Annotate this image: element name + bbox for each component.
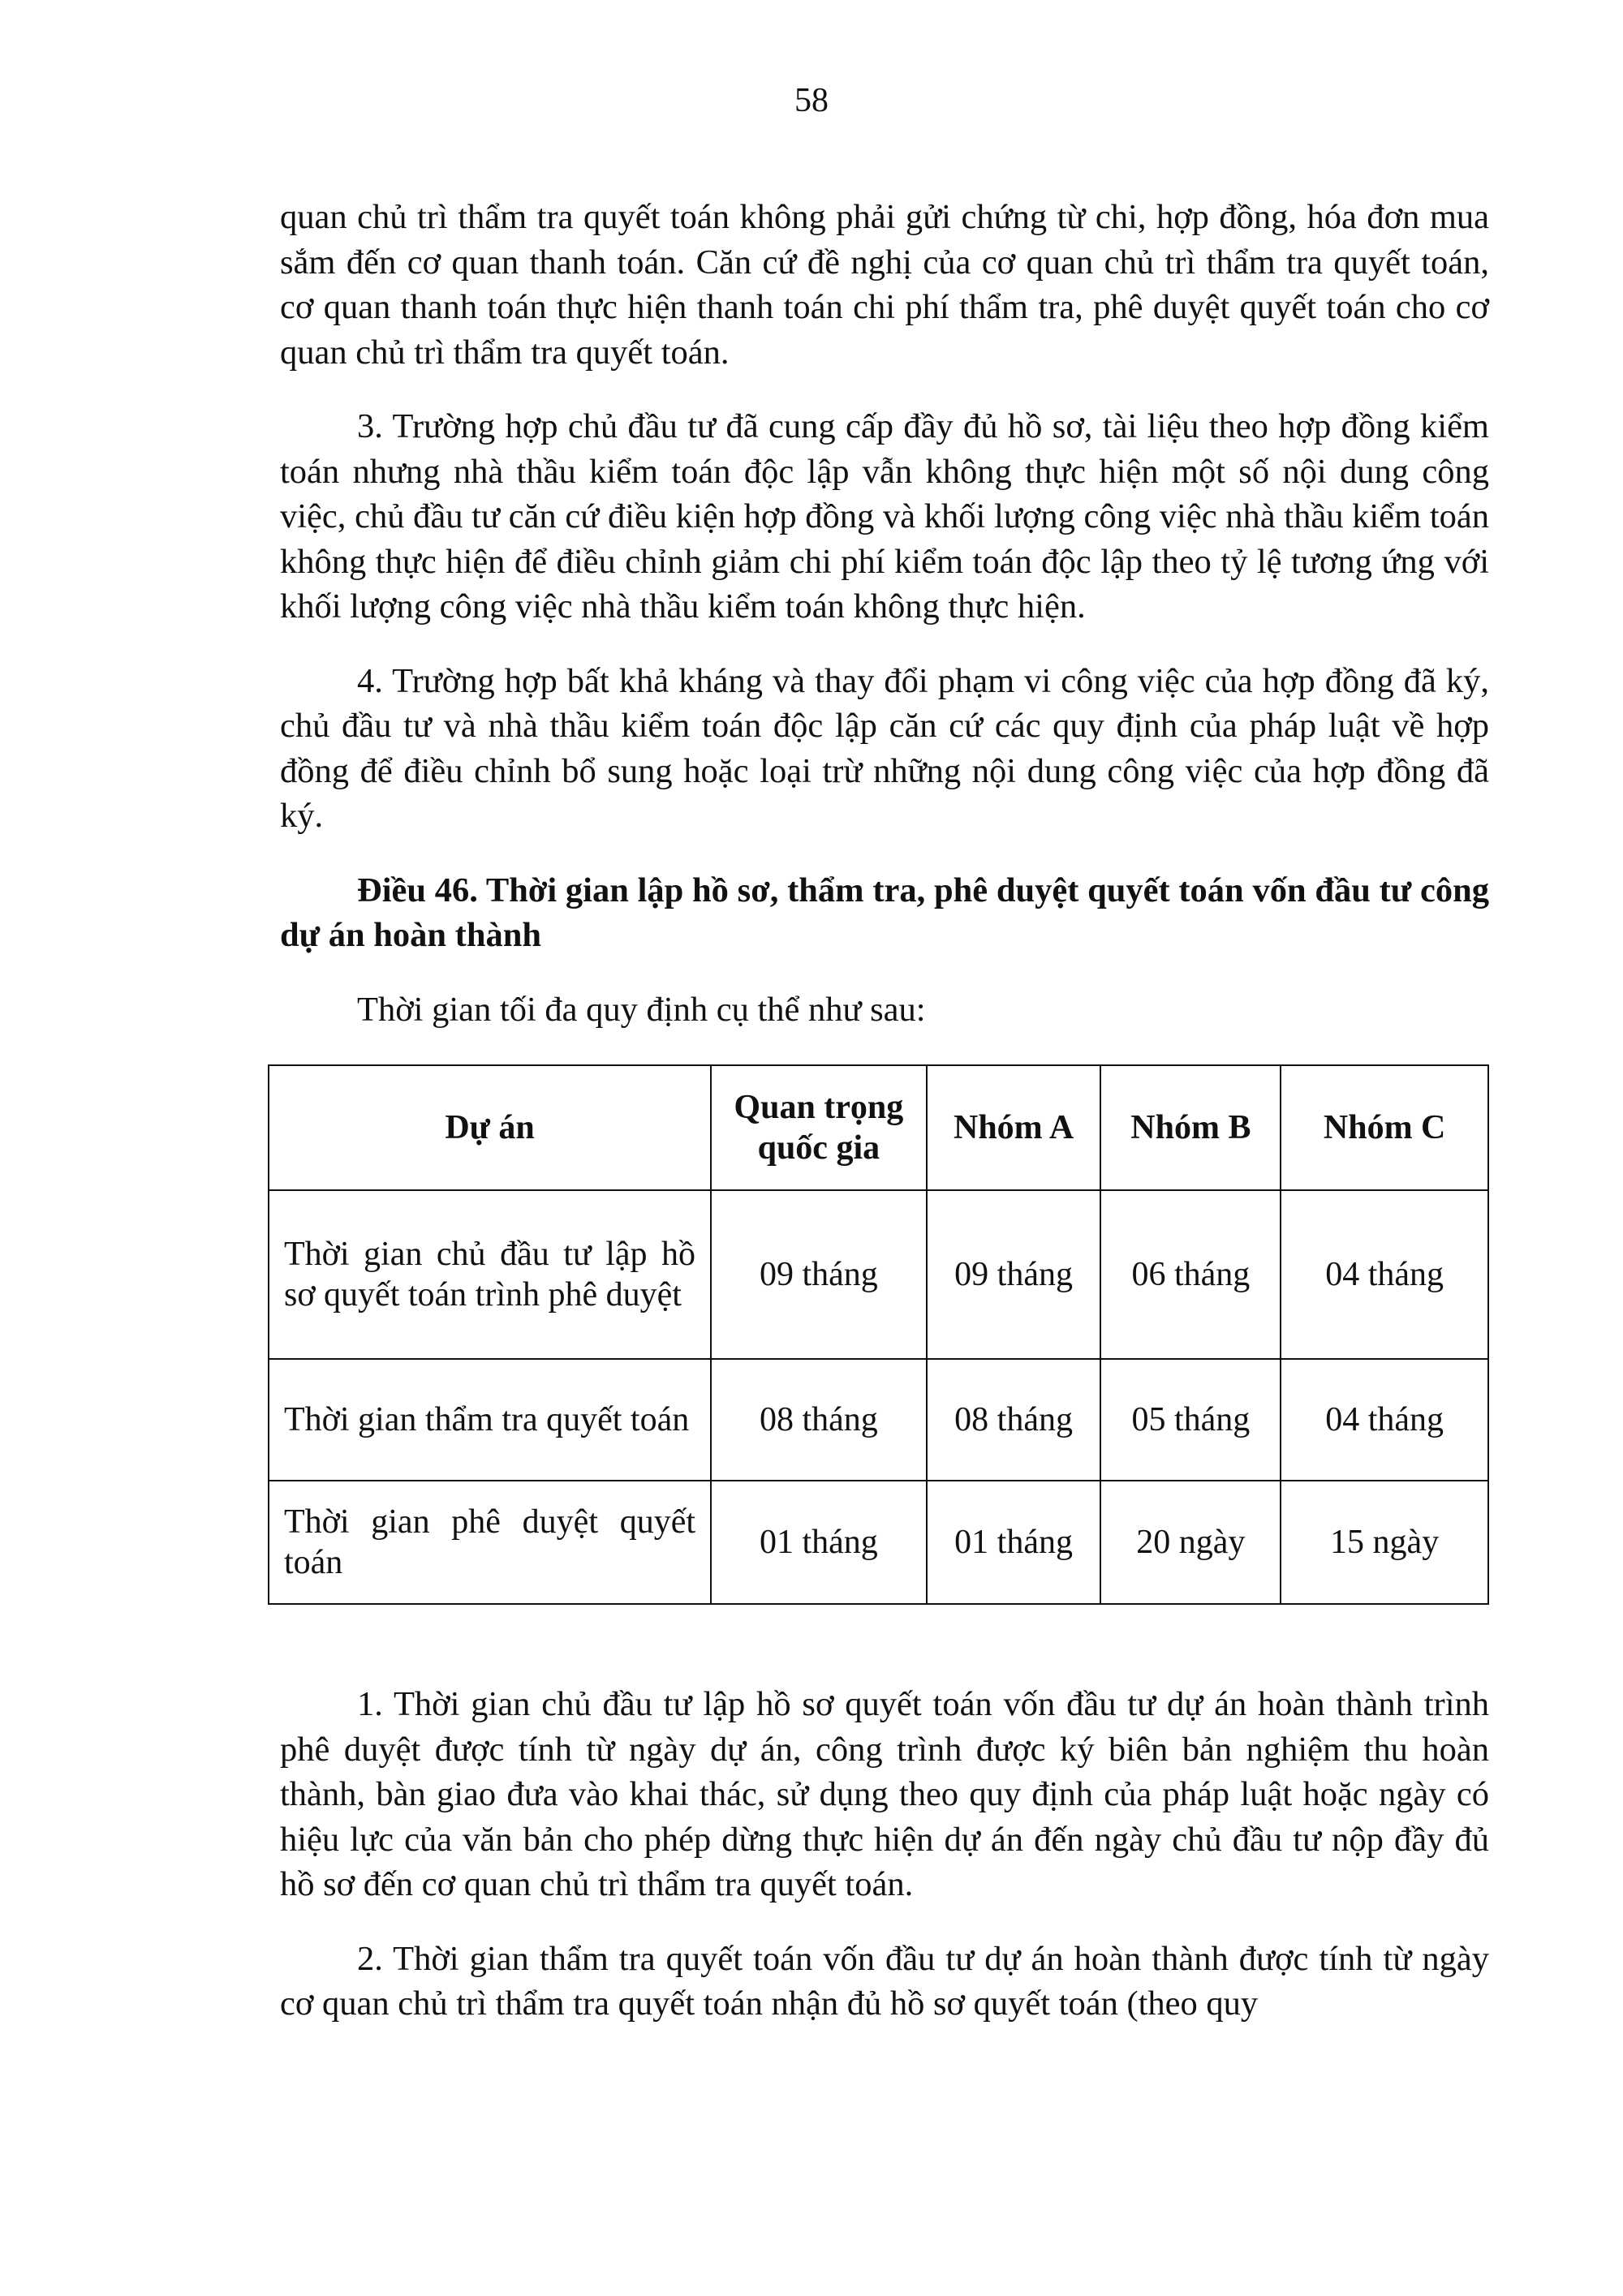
header-project: Dự án bbox=[269, 1065, 711, 1190]
table-row bbox=[269, 1481, 1488, 1604]
table-row bbox=[269, 1359, 1488, 1481]
header-group-c: Nhóm C bbox=[1281, 1065, 1488, 1190]
table-cell: 01 tháng bbox=[927, 1481, 1101, 1604]
paragraph-clause-4: 4. Trường hợp bất khả kháng và thay đổi phạm vi công việc của hợp đồng đã ký, chủ đầu tư và nhà thầu kiểm toán độc lập căn cứ các quy định của pháp luật về hợp đồng để điều chỉnh bổ sung hoặc loại trừ những nội dung công việc của hợp đồng đã ký. bbox=[280, 661, 1489, 835]
table-cell: 09 tháng bbox=[927, 1190, 1101, 1359]
table-cell: 08 tháng bbox=[711, 1359, 927, 1481]
table-cell: 04 tháng bbox=[1281, 1190, 1488, 1359]
article-46-heading: Điều 46. Thời gian lập hồ sơ, thẩm tra, phê duyệt quyết toán vốn đầu tư công dự án hoàn thành bbox=[280, 871, 1489, 954]
row-label: Thời gian thẩm tra quyết toán bbox=[269, 1359, 711, 1481]
table-header-row bbox=[269, 1065, 1488, 1190]
table-cell: 15 ngày bbox=[1281, 1481, 1488, 1604]
table-row bbox=[269, 1190, 1488, 1359]
header-group-b: Nhóm B bbox=[1100, 1065, 1281, 1190]
table-cell: 04 tháng bbox=[1281, 1359, 1488, 1481]
time-limit-table bbox=[268, 1064, 1489, 1605]
header-group-a: Nhóm A bbox=[927, 1065, 1101, 1190]
table-cell: 01 tháng bbox=[711, 1481, 927, 1604]
paragraph-item-2: 2. Thời gian thẩm tra quyết toán vốn đầu tư dự án hoàn thành được tính từ ngày cơ quan chủ trì thẩm tra quyết toán nhận đủ hồ sơ quyết toán (theo quy bbox=[280, 1939, 1489, 2023]
paragraph-clause-3: 3. Trường hợp chủ đầu tư đã cung cấp đầy đủ hồ sơ, tài liệu theo hợp đồng kiểm toán nhưng nhà thầu kiểm toán độc lập vẫn không thực hiện một số nội dung công việc, chủ đầu tư căn cứ điều kiện hợp đồng và khối lượng công việc nhà thầu kiểm toán không thực hiện để điều chỉnh giảm chi phí kiểm toán độc lập theo tỷ lệ tương ứng với khối lượng công việc nhà thầu kiểm toán không thực hiện. bbox=[280, 407, 1489, 626]
table-cell: 05 tháng bbox=[1100, 1359, 1281, 1481]
table-cell: 20 ngày bbox=[1100, 1481, 1281, 1604]
article-46-lead: Thời gian tối đa quy định cụ thể như sau: bbox=[357, 990, 926, 1029]
table-cell: 08 tháng bbox=[927, 1359, 1101, 1481]
table-cell: 06 tháng bbox=[1100, 1190, 1281, 1359]
row-label: Thời gian phê duyệt quyết toán bbox=[269, 1481, 711, 1604]
paragraph-item-1: 1. Thời gian chủ đầu tư lập hồ sơ quyết toán vốn đầu tư dự án hoàn thành trình phê duyệt được tính từ ngày dự án, công trình được ký biên bản nghiệm thu hoàn thành, bàn giao đưa vào khai thác, sử dụng theo quy định của pháp luật hoặc ngày có hiệu lực của văn bản cho phép dừng thực hiện dự án đến ngày chủ đầu tư nộp đầy đủ hồ sơ đến cơ quan chủ trì thẩm tra quyết toán. bbox=[280, 1685, 1489, 1903]
table-cell: 09 tháng bbox=[711, 1190, 927, 1359]
paragraph-continuation: quan chủ trì thẩm tra quyết toán không phải gửi chứng từ chi, hợp đồng, hóa đơn mua sắm đến cơ quan thanh toán. Căn cứ đề nghị của cơ quan chủ trì thẩm tra quyết toán, cơ quan thanh toán thực hiện thanh toán chi phí thẩm tra, phê duyệt quyết toán cho cơ quan chủ trì thẩm tra quyết toán. bbox=[280, 198, 1489, 372]
header-national-importance: Quan trọng quốc gia bbox=[711, 1065, 927, 1190]
row-label: Thời gian chủ đầu tư lập hồ sơ quyết toán trình phê duyệt bbox=[269, 1190, 711, 1359]
page-number: 58 bbox=[794, 82, 829, 119]
document-body bbox=[280, 195, 1489, 2056]
